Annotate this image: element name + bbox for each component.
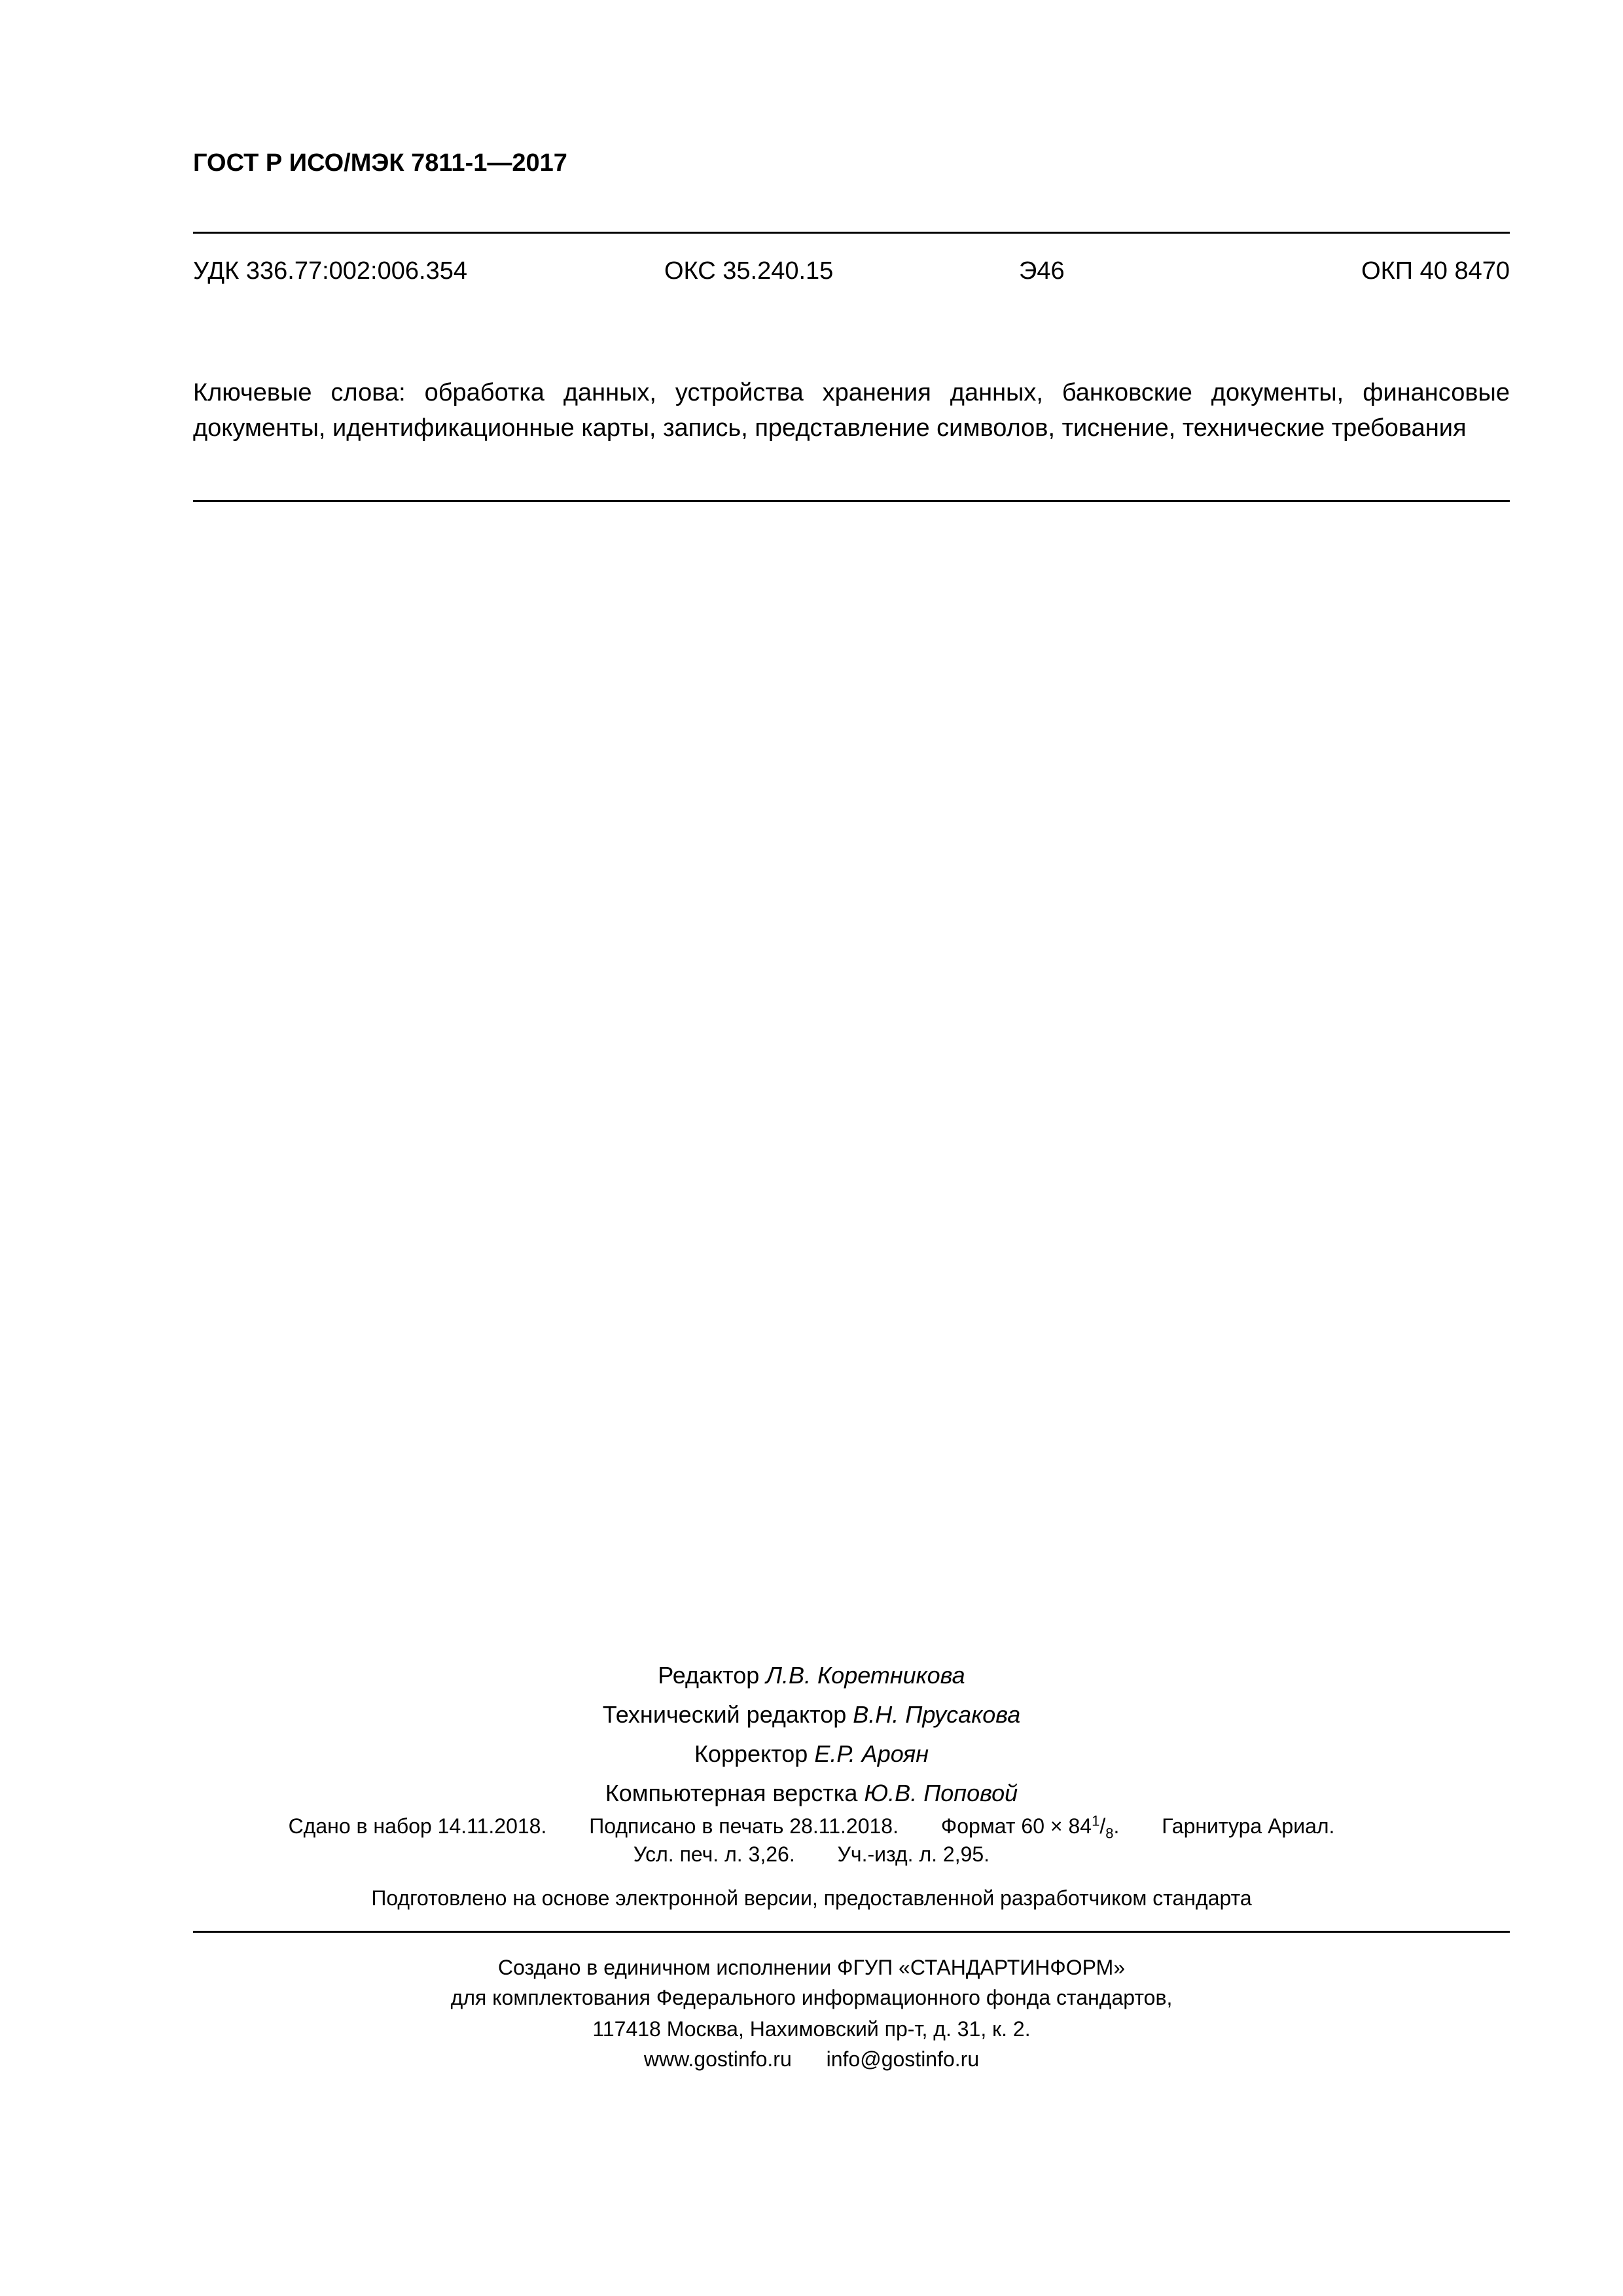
typeface: Гарнитура Ариал. [1162,1814,1335,1838]
imprint-line-2 [0,1842,1623,1867]
signed-date: Подписано в печать 28.11.2018. [589,1814,899,1838]
credits-block [0,1656,1623,1813]
tech-editor-name: В.Н. Прусакова [853,1701,1021,1728]
proofreader-line [0,1734,1623,1774]
editor-name: Л.В. Коретникова [766,1662,965,1689]
document-title: ГОСТ Р ИСО/МЭК 7811-1—2017 [193,149,567,177]
keywords-divider [193,500,1510,502]
created-note [0,1952,1623,2013]
group-code: Э46 [1019,257,1065,285]
editor-label: Редактор [658,1662,760,1689]
layout-label: Компьютерная верстка [605,1780,858,1806]
email-link[interactable]: info@gostinfo.ru [826,2047,980,2071]
okp-code: ОКП 40 8470 [1361,257,1510,285]
tech-editor-line [0,1695,1623,1734]
editor-line [0,1656,1623,1695]
print-sheets: Усл. печ. л. 3,26. [633,1842,795,1866]
created-line-2: для комплектования Федерального информационного фонда стандартов, [450,1986,1173,2009]
imprint-line-1 [0,1812,1623,1842]
layout-name: Ю.В. Поповой [864,1780,1018,1806]
top-divider [193,232,1510,234]
layout-line [0,1774,1623,1813]
typeset-date: Сдано в набор 14.11.2018. [288,1814,547,1838]
keywords-paragraph: Ключевые слова: обработка данных, устройства хранения данных, банковские документы, финансовые документы, идентификационные карты, запись, представление символов, тиснение, технические требования [193,379,1510,442]
created-line-1: Создано в единичном исполнении ФГУП «СТАНДАРТИНФОРМ» [497,1956,1126,1979]
website-link[interactable]: www.gostinfo.ru [643,2047,792,2071]
prepared-note: Подготовлено на основе электронной версии, предоставленной разработчиком стандарта [371,1886,1252,1910]
proofreader-label: Корректор [694,1740,808,1767]
format: Формат $60 \times 84^1/_8$. [940,1812,1120,1842]
publisher-address [0,2014,1623,2074]
tech-editor-label: Технический редактор [602,1701,847,1728]
postal-address: 117418 Москва, Нахимовский пр-т, д. 31, к. 2. [592,2017,1031,2041]
contacts-line [0,2044,1623,2074]
proofreader-name: Е.Р. Ароян [814,1740,929,1767]
udk-code: УДК 336.77:002:006.354 [193,257,467,285]
publishing-sheets: Уч.-изд. л. 2,95. [837,1842,990,1866]
footer-divider [193,1931,1510,1933]
oks-code: ОКС 35.240.15 [664,257,834,285]
